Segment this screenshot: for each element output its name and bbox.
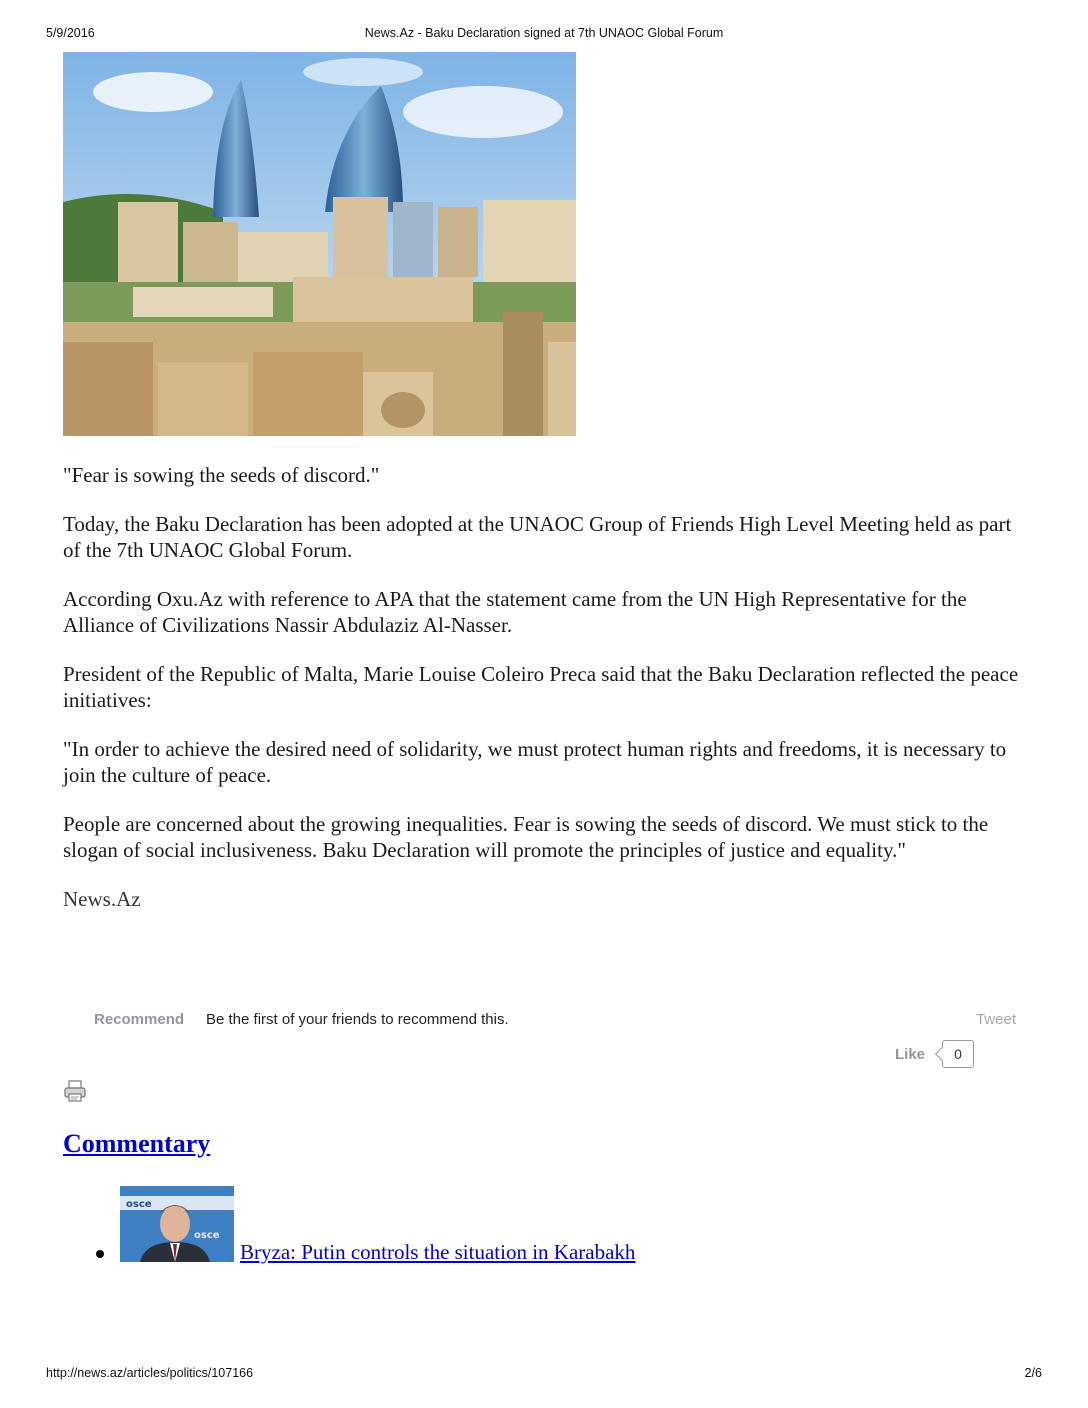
tweet-button[interactable]: Tweet bbox=[975, 1011, 1016, 1028]
commentary-heading-link[interactable]: Commentary bbox=[63, 1129, 211, 1158]
article-paragraph: "In order to achieve the desired need of solidarity, we must protect human rights and freedoms, it is necessary to join the culture of peace. bbox=[63, 737, 1007, 787]
page-number: 2/6 bbox=[1024, 1366, 1042, 1380]
social-bar bbox=[94, 1008, 1016, 1078]
recommend-text: Be the first of your friends to recommend this. bbox=[206, 1011, 509, 1028]
print-date: 5/9/2016 bbox=[46, 26, 95, 40]
article-paragraph: People are concerned about the growing inequalities. Fear is sowing the seeds of discord. We must stick to the slogan of social inclusiveness. Baku Declaration will promote the principles of justice and equality." bbox=[63, 812, 989, 862]
like-count-bubble bbox=[942, 1040, 974, 1068]
commentary-item-link[interactable]: Bryza: Putin controls the situation in Karabakh bbox=[240, 1240, 636, 1264]
person-photo[interactable] bbox=[120, 1186, 234, 1262]
article-source: News.Az bbox=[63, 887, 141, 911]
printer-icon[interactable] bbox=[63, 1079, 87, 1103]
article-paragraph: "Fear is sowing the seeds of discord." bbox=[63, 463, 380, 487]
list-bullet bbox=[96, 1250, 104, 1258]
baku-skyline-photo bbox=[63, 52, 576, 436]
article-body bbox=[63, 462, 1033, 935]
page-url: http://news.az/articles/politics/107166 bbox=[46, 1366, 254, 1380]
article-paragraph: Today, the Baku Declaration has been adopted at the UNAOC Group of Friends High Level Meeting held as part of the 7th UNAOC Global Forum. bbox=[63, 512, 1012, 562]
svg-text:osce: osce bbox=[126, 1199, 152, 1210]
like-count: 0 bbox=[954, 1046, 962, 1062]
document-title: News.Az - Baku Declaration signed at 7th UNAOC Global Forum bbox=[364, 26, 724, 40]
svg-text:osce: osce bbox=[194, 1230, 220, 1241]
article-paragraph: President of the Republic of Malta, Marie Louise Coleiro Preca said that the Baku Declaration reflected the peace initiatives: bbox=[63, 662, 1019, 712]
recommend-button[interactable]: Recommend bbox=[94, 1011, 185, 1028]
article-paragraph: According Oxu.Az with reference to APA that the statement came from the UN High Representative for the Alliance of Civilizations Nassir Abdulaziz Al-Nasser. bbox=[63, 587, 967, 637]
like-button[interactable]: Like bbox=[895, 1046, 926, 1063]
